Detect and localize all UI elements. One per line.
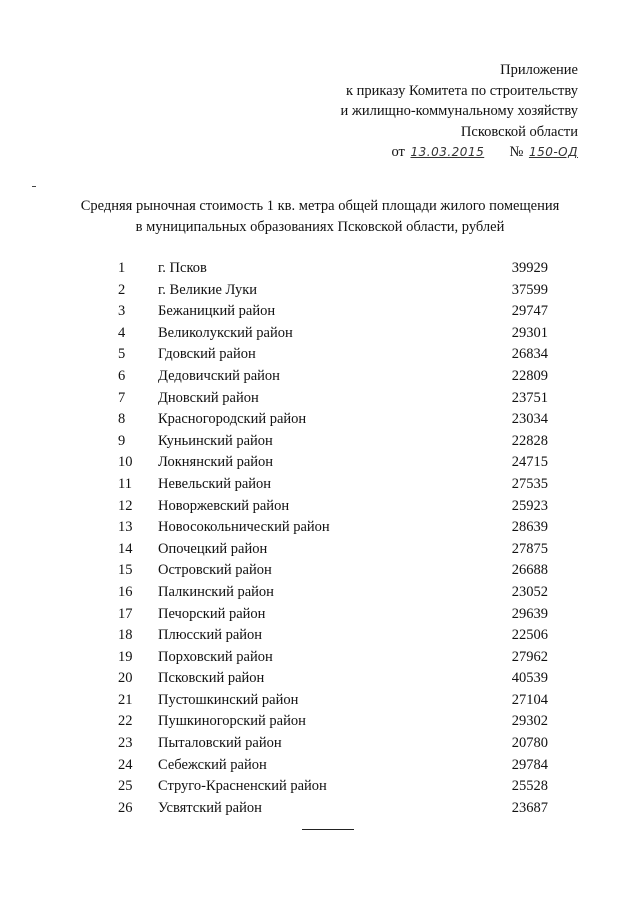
municipality-name: Локнянский район	[158, 454, 274, 471]
price-value: 29639	[511, 605, 548, 622]
municipality-name: Пыталовский район	[158, 735, 282, 752]
table-row	[118, 301, 548, 323]
price-value: 27875	[511, 540, 548, 557]
table-row	[118, 711, 548, 733]
row-number: 18	[118, 627, 133, 644]
table-row	[118, 539, 548, 561]
table-row	[118, 798, 548, 820]
appendix-header	[341, 60, 578, 163]
table-row	[118, 668, 548, 690]
table-row	[118, 517, 548, 539]
price-table	[118, 258, 548, 819]
table-row	[118, 625, 548, 647]
price-value: 39929	[511, 260, 548, 276]
order-reference-line-3: Псковской области	[460, 123, 578, 140]
table-row	[118, 776, 548, 798]
municipality-name: Островский район	[158, 562, 272, 579]
order-date-handwritten: 13.03.2015	[410, 145, 485, 159]
price-value: 26688	[511, 562, 548, 579]
title-line-1: Средняя рыночная стоимость 1 кв. метра общей площади жилого помещения	[80, 198, 560, 214]
table-row	[118, 647, 548, 669]
row-number: 12	[118, 497, 133, 514]
municipality-name: Куньинский район	[158, 432, 273, 449]
table-row	[118, 280, 548, 302]
row-number: 8	[118, 411, 126, 428]
row-number: 24	[118, 756, 133, 773]
municipality-name: Пушкиногорский район	[158, 713, 306, 730]
table-row	[118, 755, 548, 777]
price-value: 28639	[511, 519, 548, 536]
row-number: 1	[118, 260, 126, 276]
table-row	[118, 474, 548, 496]
price-value: 23052	[511, 583, 548, 600]
row-number: 6	[118, 367, 126, 384]
order-reference-line-2: и жилищно-коммунальному хозяйству	[340, 103, 578, 119]
price-value: 27535	[511, 475, 548, 492]
row-number: 19	[118, 648, 133, 665]
municipality-name: Новоржевский район	[158, 497, 290, 514]
price-value: 29747	[511, 303, 548, 320]
row-number: 22	[118, 713, 133, 730]
row-number: 21	[118, 691, 133, 708]
municipality-name: Себежский район	[158, 756, 267, 773]
title-line-2: в муниципальных образованиях Псковской области, рублей	[135, 219, 505, 235]
municipality-name: г. Псков	[158, 260, 207, 276]
stray-mark	[32, 186, 36, 187]
municipality-name: Палкинский район	[158, 583, 274, 600]
municipality-name: Псковский район	[158, 670, 265, 687]
municipality-name: Опочецкий район	[158, 540, 268, 557]
row-number: 3	[118, 303, 126, 320]
table-row	[118, 344, 548, 366]
row-number: 5	[118, 346, 126, 363]
row-number: 2	[118, 281, 126, 298]
table-row	[118, 388, 548, 410]
end-rule	[302, 829, 354, 830]
row-number: 17	[118, 605, 133, 622]
row-number: 20	[118, 670, 133, 687]
table-row	[118, 258, 548, 280]
municipality-name: Дновский район	[158, 389, 259, 406]
table-row	[118, 496, 548, 518]
price-value: 40539	[511, 670, 548, 687]
price-value: 29784	[511, 756, 548, 773]
row-number: 10	[118, 454, 133, 471]
price-value: 23751	[511, 389, 548, 406]
price-value: 22828	[511, 432, 548, 449]
row-number: 25	[118, 778, 133, 795]
table-row	[118, 582, 548, 604]
row-number: 26	[118, 799, 133, 816]
municipality-name: г. Великие Луки	[158, 281, 258, 298]
municipality-name: Новосокольнический район	[158, 519, 330, 536]
municipality-name: Плюсский район	[158, 627, 263, 644]
table-row	[118, 323, 548, 345]
municipality-name: Дедовичский район	[158, 367, 280, 384]
order-number-label: №	[509, 144, 524, 160]
municipality-name: Невельский район	[158, 475, 272, 492]
municipality-name: Струго-Красненский район	[158, 778, 327, 795]
row-number: 15	[118, 562, 133, 579]
price-value: 24715	[511, 454, 548, 471]
price-value: 26834	[511, 346, 548, 363]
table-row	[118, 409, 548, 431]
order-from-label: от	[391, 144, 405, 160]
table-row	[118, 560, 548, 582]
municipality-name: Пустошкинский район	[158, 691, 299, 708]
table-row	[118, 431, 548, 453]
row-number: 9	[118, 432, 126, 449]
table-row	[118, 690, 548, 712]
order-reference-line-1: к приказу Комитета по строительству	[345, 82, 578, 99]
table-row	[118, 733, 548, 755]
row-number: 7	[118, 389, 126, 406]
table-row	[118, 604, 548, 626]
municipality-name: Усвятский район	[158, 799, 262, 816]
order-number-handwritten: 150-ОД	[528, 145, 578, 159]
municipality-name: Гдовский район	[158, 346, 256, 363]
price-value: 23034	[511, 411, 548, 428]
municipality-name: Красногородский район	[158, 411, 307, 428]
price-value: 29301	[511, 324, 548, 341]
price-value: 27962	[511, 648, 548, 665]
price-value: 22506	[511, 627, 548, 644]
table-row	[118, 452, 548, 474]
appendix-label: Приложение	[500, 62, 578, 78]
row-number: 4	[118, 324, 126, 341]
price-value: 25923	[511, 497, 548, 514]
row-number: 16	[118, 583, 133, 600]
document-title	[0, 196, 640, 238]
price-value: 25528	[511, 778, 548, 795]
price-value: 22809	[511, 367, 548, 384]
price-value: 20780	[511, 735, 548, 752]
row-number: 23	[118, 735, 133, 752]
row-number: 13	[118, 519, 133, 536]
municipality-name: Порховский район	[158, 648, 273, 665]
municipality-name: Печорский район	[158, 605, 266, 622]
price-value: 29302	[511, 713, 548, 730]
row-number: 14	[118, 540, 133, 557]
price-value: 27104	[511, 691, 548, 708]
table-row	[118, 366, 548, 388]
price-value: 23687	[511, 799, 548, 816]
price-value: 37599	[511, 281, 548, 298]
row-number: 11	[118, 475, 132, 492]
order-date-number-line	[341, 142, 578, 163]
municipality-name: Бежаницкий район	[158, 303, 276, 320]
municipality-name: Великолукский район	[158, 324, 293, 341]
